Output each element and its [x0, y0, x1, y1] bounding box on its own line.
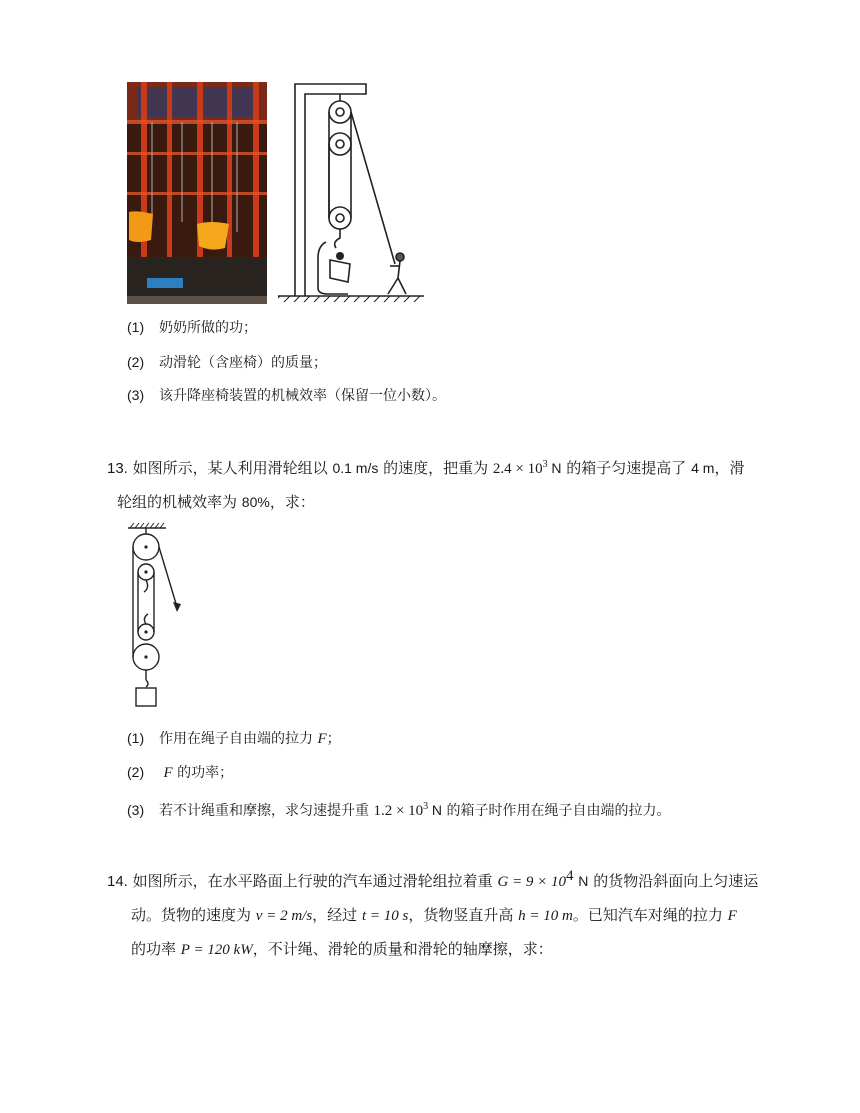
q14-weight-exp: 4: [566, 868, 574, 884]
q14-power: P = 120 kW: [180, 942, 253, 958]
q12-item-1: [127, 317, 257, 338]
q14-text-7: 的功率: [131, 940, 177, 958]
weight-base: 2.4 × 10: [492, 461, 543, 477]
item-text-post: 的功率；: [177, 765, 234, 781]
lift-chair-photo: [127, 82, 267, 304]
q13-speed: 0.1 m/s: [332, 460, 379, 476]
item-number: (1): [127, 730, 145, 746]
q13-text-2: 的速度，把重为: [383, 459, 489, 477]
item-text: 若不计绳重和摩擦，求匀速提升重: [159, 803, 369, 819]
item-text: 奶奶所做的功；: [159, 320, 257, 336]
q13-weight: [493, 461, 562, 477]
value-unit: N: [431, 802, 443, 818]
q14-text-2: 的货物沿斜面向上匀速运: [593, 872, 759, 890]
question-number: 14.: [107, 873, 128, 890]
q13-text-4: ，滑: [714, 459, 745, 477]
q13-item-2: [127, 762, 233, 783]
item-number: (2): [127, 764, 145, 780]
item-text: 动滑轮（含座椅）的质量；: [159, 355, 327, 371]
q14-height: h = 10 m: [518, 908, 573, 924]
q14-velocity: v = 2 m/s: [255, 908, 313, 924]
q14-text-5: ，货物竖直升高: [408, 906, 514, 924]
q13-height: 4 m: [691, 460, 715, 476]
q14-text-1: 如图所示，在水平路面上行驶的汽车通过滑轮组拉着重: [132, 872, 493, 890]
item-number: (2): [127, 354, 145, 370]
q14-weight: G = 9 × 10: [497, 874, 567, 890]
q14-text-6: 。已知汽车对绳的拉力: [572, 906, 723, 924]
item-var: F: [317, 731, 327, 747]
value-base: 1.2 × 10: [373, 803, 424, 819]
item-text-post: ；: [326, 731, 341, 747]
q14-text-3: 动。货物的速度为: [131, 906, 252, 924]
q13-item-1: [127, 728, 341, 749]
item-text-post: 的箱子时作用在绳子自由端的拉力。: [446, 803, 671, 819]
question-number: 13.: [107, 460, 128, 477]
q13-text-6: ，求：: [269, 493, 315, 511]
item-text: 该升降座椅装置的机械效率（保留一位小数）。: [159, 388, 446, 404]
item-value: [373, 803, 442, 819]
q14-time: t = 10 s: [361, 908, 409, 924]
q13-pulley-diagram: [120, 522, 190, 712]
item-text: 作用在绳子自由端的拉力: [159, 731, 313, 747]
q13-text-3: 的箱子匀速提高了: [566, 459, 687, 477]
weight-unit: N: [551, 460, 562, 476]
q12-item-2: [127, 352, 327, 373]
q13-item-3: [127, 797, 671, 821]
q14-weight-unit: N: [578, 873, 589, 889]
q13-text-1: 如图所示，某人利用滑轮组以: [132, 459, 328, 477]
q13-efficiency: 80%: [241, 494, 270, 510]
value-exp: 3: [423, 801, 429, 812]
weight-exp: 3: [542, 459, 548, 470]
q13-text-5: 轮组的机械效率为: [117, 493, 238, 511]
item-number: (3): [127, 387, 145, 403]
q14-stem: [107, 860, 777, 967]
q14-force: F: [727, 908, 737, 924]
q14-text-4: ，经过: [312, 906, 358, 924]
item-number: (1): [127, 319, 145, 335]
item-number: (3): [127, 802, 145, 818]
q13-stem: [107, 448, 767, 519]
item-var: F: [163, 765, 173, 781]
q12-item-3: [127, 385, 446, 406]
lift-pulley-diagram: [278, 82, 426, 304]
q14-text-8: ，不计绳、滑轮的质量和滑轮的轴摩擦，求：: [252, 940, 553, 958]
